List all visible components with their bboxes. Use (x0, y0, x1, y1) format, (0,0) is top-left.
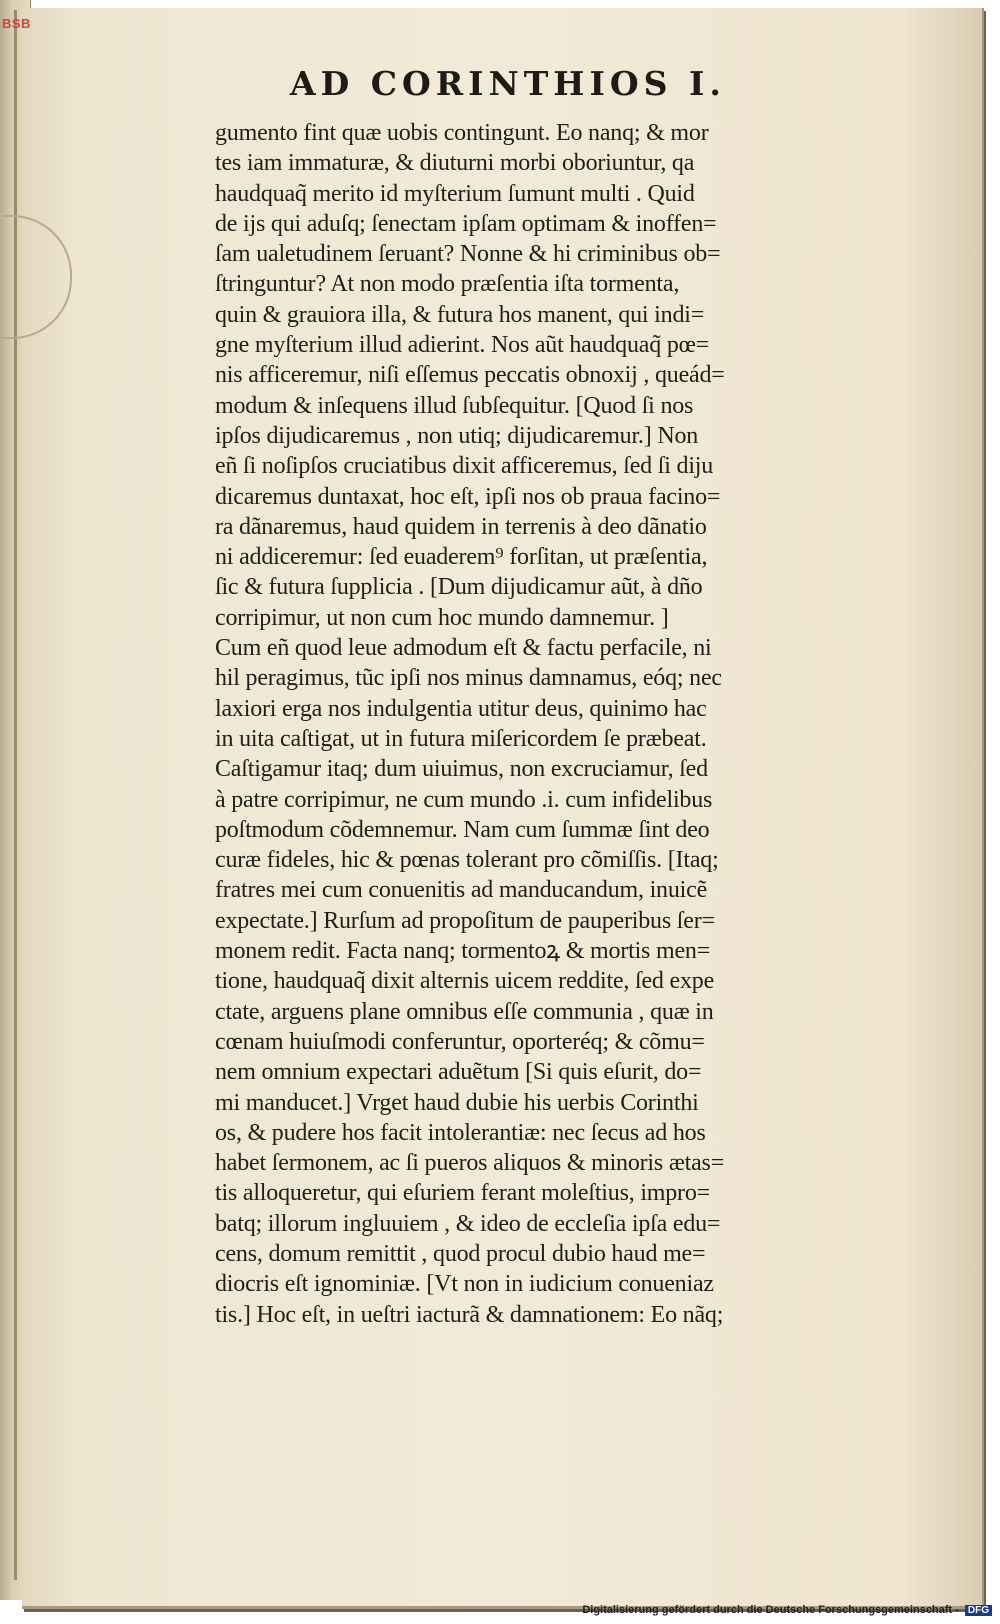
text-line: Cum eñ quod leue admodum eſt & factu perfacile, ni (215, 635, 712, 662)
text-line: ni addiceremur: ſed euaderem⁹ forſitan, ut præſentia, (215, 544, 708, 571)
text-line: in uita caſtigat, ut in futura miſericordem ſe præbeat. (215, 725, 707, 752)
text-line: poſtmodum cõdemnemur. Nam cum ſummæ ſint deo (215, 816, 710, 843)
text-line: tes iam immaturæ, & diuturni morbi oboriuntur, qa (215, 150, 695, 177)
text-line: mi manducet.] Vrget haud dubie his uerbis Corinthi (215, 1089, 699, 1116)
digitization-footer (582, 1604, 992, 1616)
library-mark: BSB (2, 16, 31, 31)
text-line: ipſos dijudicaremus , non utiq; dijudicaremur.] Non (215, 422, 699, 449)
text-line: expectate.] Rurſum ad propoſitum de pauperibus ſer= (215, 907, 715, 934)
text-line: haudquaq̃ merito id myſterium ſumunt multi . Quid (215, 180, 695, 207)
text-line: ſic & futura ſupplicia . [Dum dijudicamur aũt, à dño (215, 574, 703, 601)
text-line: laxiori erga nos indulgentia utitur deus, quinimo hac (215, 695, 707, 722)
text-line: de ijs qui aduſq; ſenectam ipſam optimam & inoffen= (215, 210, 717, 237)
text-line: Caſtigamur itaq; dum uiuimus, non excruciamur, ſed (215, 756, 708, 783)
footer-text: Digitalisierung gefördert durch die Deutsche Forschungsgemeinschaft - (582, 1604, 959, 1616)
text-line: quin & grauiora illa, & futura hos manent, qui indi= (215, 301, 705, 328)
body-text (215, 118, 895, 1330)
text-line: fratres mei cum conuenitis ad manducandum, inuicẽ (215, 877, 708, 904)
text-line: cœnam huiuſmodi conferuntur, oporteréq; & cõmu= (215, 1028, 705, 1055)
running-title: AD CORINTHIOS I. (290, 64, 726, 103)
text-line: ſam ualetudinem ſeruant? Nonne & hi criminibus ob= (215, 241, 721, 268)
text-line: eñ ſi noſipſos cruciatibus dixit afficeremus, ſed ſi diju (215, 453, 714, 480)
text-line: ra dãnaremus, haud quidem in terrenis à deo dãnatio (215, 513, 707, 540)
text-line: curæ fideles, hic & pœnas tolerant pro cõmiſſis. [Itaq; (215, 847, 719, 874)
text-line: ſtringuntur? At non modo præſentia iſta tormenta, (215, 271, 680, 298)
text-line: batq; illorum ingluuiem , & ideo de eccleſia ipſa edu= (215, 1210, 721, 1237)
text-line: gne myſterium illud adierint. Nos aũt haudquaq̃ pœ= (215, 332, 710, 359)
text-line: nem omnium expectari aduẽtum [Si quis eſurit, do= (215, 1059, 702, 1086)
text-line: corripimur, ut non cum hoc mundo damnemur. ] (215, 604, 669, 631)
text-line: hil peragimus, tũc ipſi nos minus damnamus, eóq; nec (215, 665, 722, 692)
text-line: habet ſermonem, ac ſi pueros aliquos & minoris ætas= (215, 1150, 725, 1177)
text-line: nis afficeremur, niſi eſſemus peccatis obnoxij , queád= (215, 362, 725, 389)
text-line: os, & pudere hos facit intolerantiæ: nec ſecus ad hos (215, 1119, 706, 1146)
text-line: diocris eſt ignominiæ. [Vt non in iudicium conueniaz (215, 1271, 714, 1298)
text-line: tis alloqueretur, qui eſuriem ferant moleſtius, impro= (215, 1180, 710, 1207)
text-line: tis.] Hoc eſt, in ueſtri iacturã & damnationem: Eo nãq; (215, 1301, 724, 1328)
text-line: gumento fint quæ uobis contingunt. Eo nanq; & mor (215, 120, 709, 146)
text-line: dicaremus duntaxat, hoc eſt, ipſi nos ob praua facino= (215, 483, 721, 510)
text-line: cens, domum remittit , quod procul dubio haud me= (215, 1240, 706, 1267)
text-line: à patre corripimur, ne cum mundo .i. cum infidelibus (215, 786, 713, 813)
text-line: tione, haudquaq̃ dixit alternis uicem reddite, ſed expe (215, 968, 715, 995)
text-line: modum & inſequens illud ſubſequitur. [Quod ſi nos (215, 392, 694, 419)
text-line: ctate, arguens plane omnibus eſſe communia , quæ in (215, 998, 714, 1025)
dfg-logo: DFG (965, 1605, 992, 1616)
text-line: monem redit. Facta nanq; tormentoꝝ & mortis men= (215, 938, 711, 965)
